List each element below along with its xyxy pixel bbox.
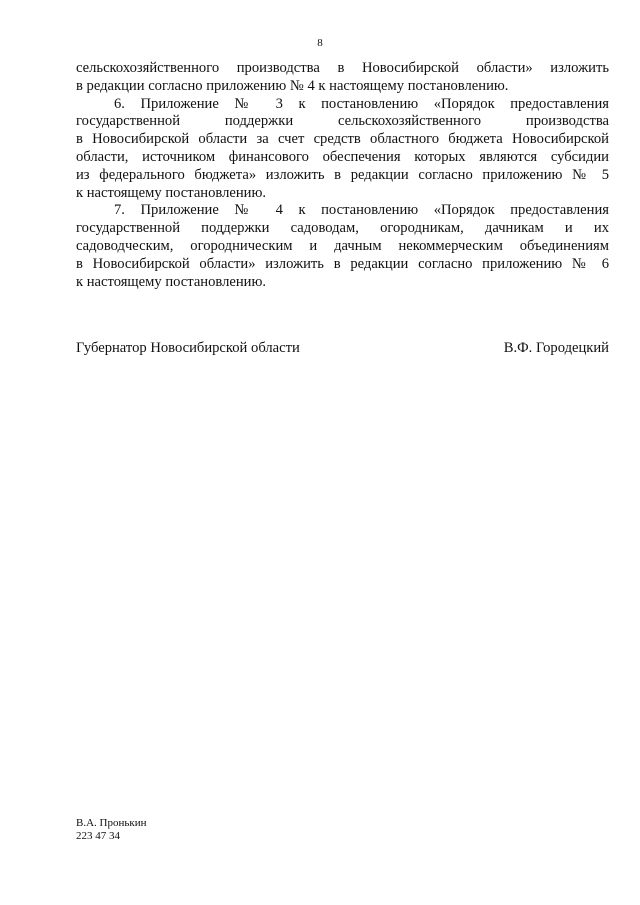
body-line: 7. Приложение № 4 к постановлению «Порядок предоставления: [114, 202, 609, 219]
body-line: области, источником финансового обеспечения которых являются субсидии: [76, 148, 609, 165]
body-line: сельскохозяйственного производства в Новосибирской области» изложить: [76, 60, 609, 76]
body-line: государственной поддержки сельскохозяйственного производства: [76, 113, 609, 130]
body-line: в Новосибирской области за счет средств областного бюджета Новосибирской: [76, 131, 609, 148]
body-line: в редакции согласно приложению № 4 к настоящему постановлению.: [76, 77, 509, 94]
signature-block: [76, 339, 609, 357]
signatory-title: Губернатор Новосибирской области: [76, 340, 300, 356]
document-body: [76, 60, 609, 291]
body-line: садоводческим, огородническим и дачным некоммерческим объединениям: [76, 237, 609, 254]
body-line: в Новосибирской области» изложить в редакции согласно приложению № 6: [76, 255, 609, 272]
body-line: к настоящему постановлению.: [76, 273, 267, 290]
executor-phone: 223 47 34: [76, 830, 120, 842]
executor-name: В.А. Пронькин: [76, 817, 147, 829]
body-line: государственной поддержки садоводам, огородникам, дачникам и их: [76, 220, 609, 237]
body-line: из федерального бюджета» изложить в редакции согласно приложению № 5: [76, 166, 609, 183]
page-number: 8: [317, 37, 323, 49]
body-line: к настоящему постановлению.: [76, 184, 267, 201]
executor-footer: [76, 817, 147, 843]
signatory-name: В.Ф. Городецкий: [503, 340, 609, 356]
body-line: 6. Приложение № 3 к постановлению «Порядок предоставления: [114, 95, 609, 112]
